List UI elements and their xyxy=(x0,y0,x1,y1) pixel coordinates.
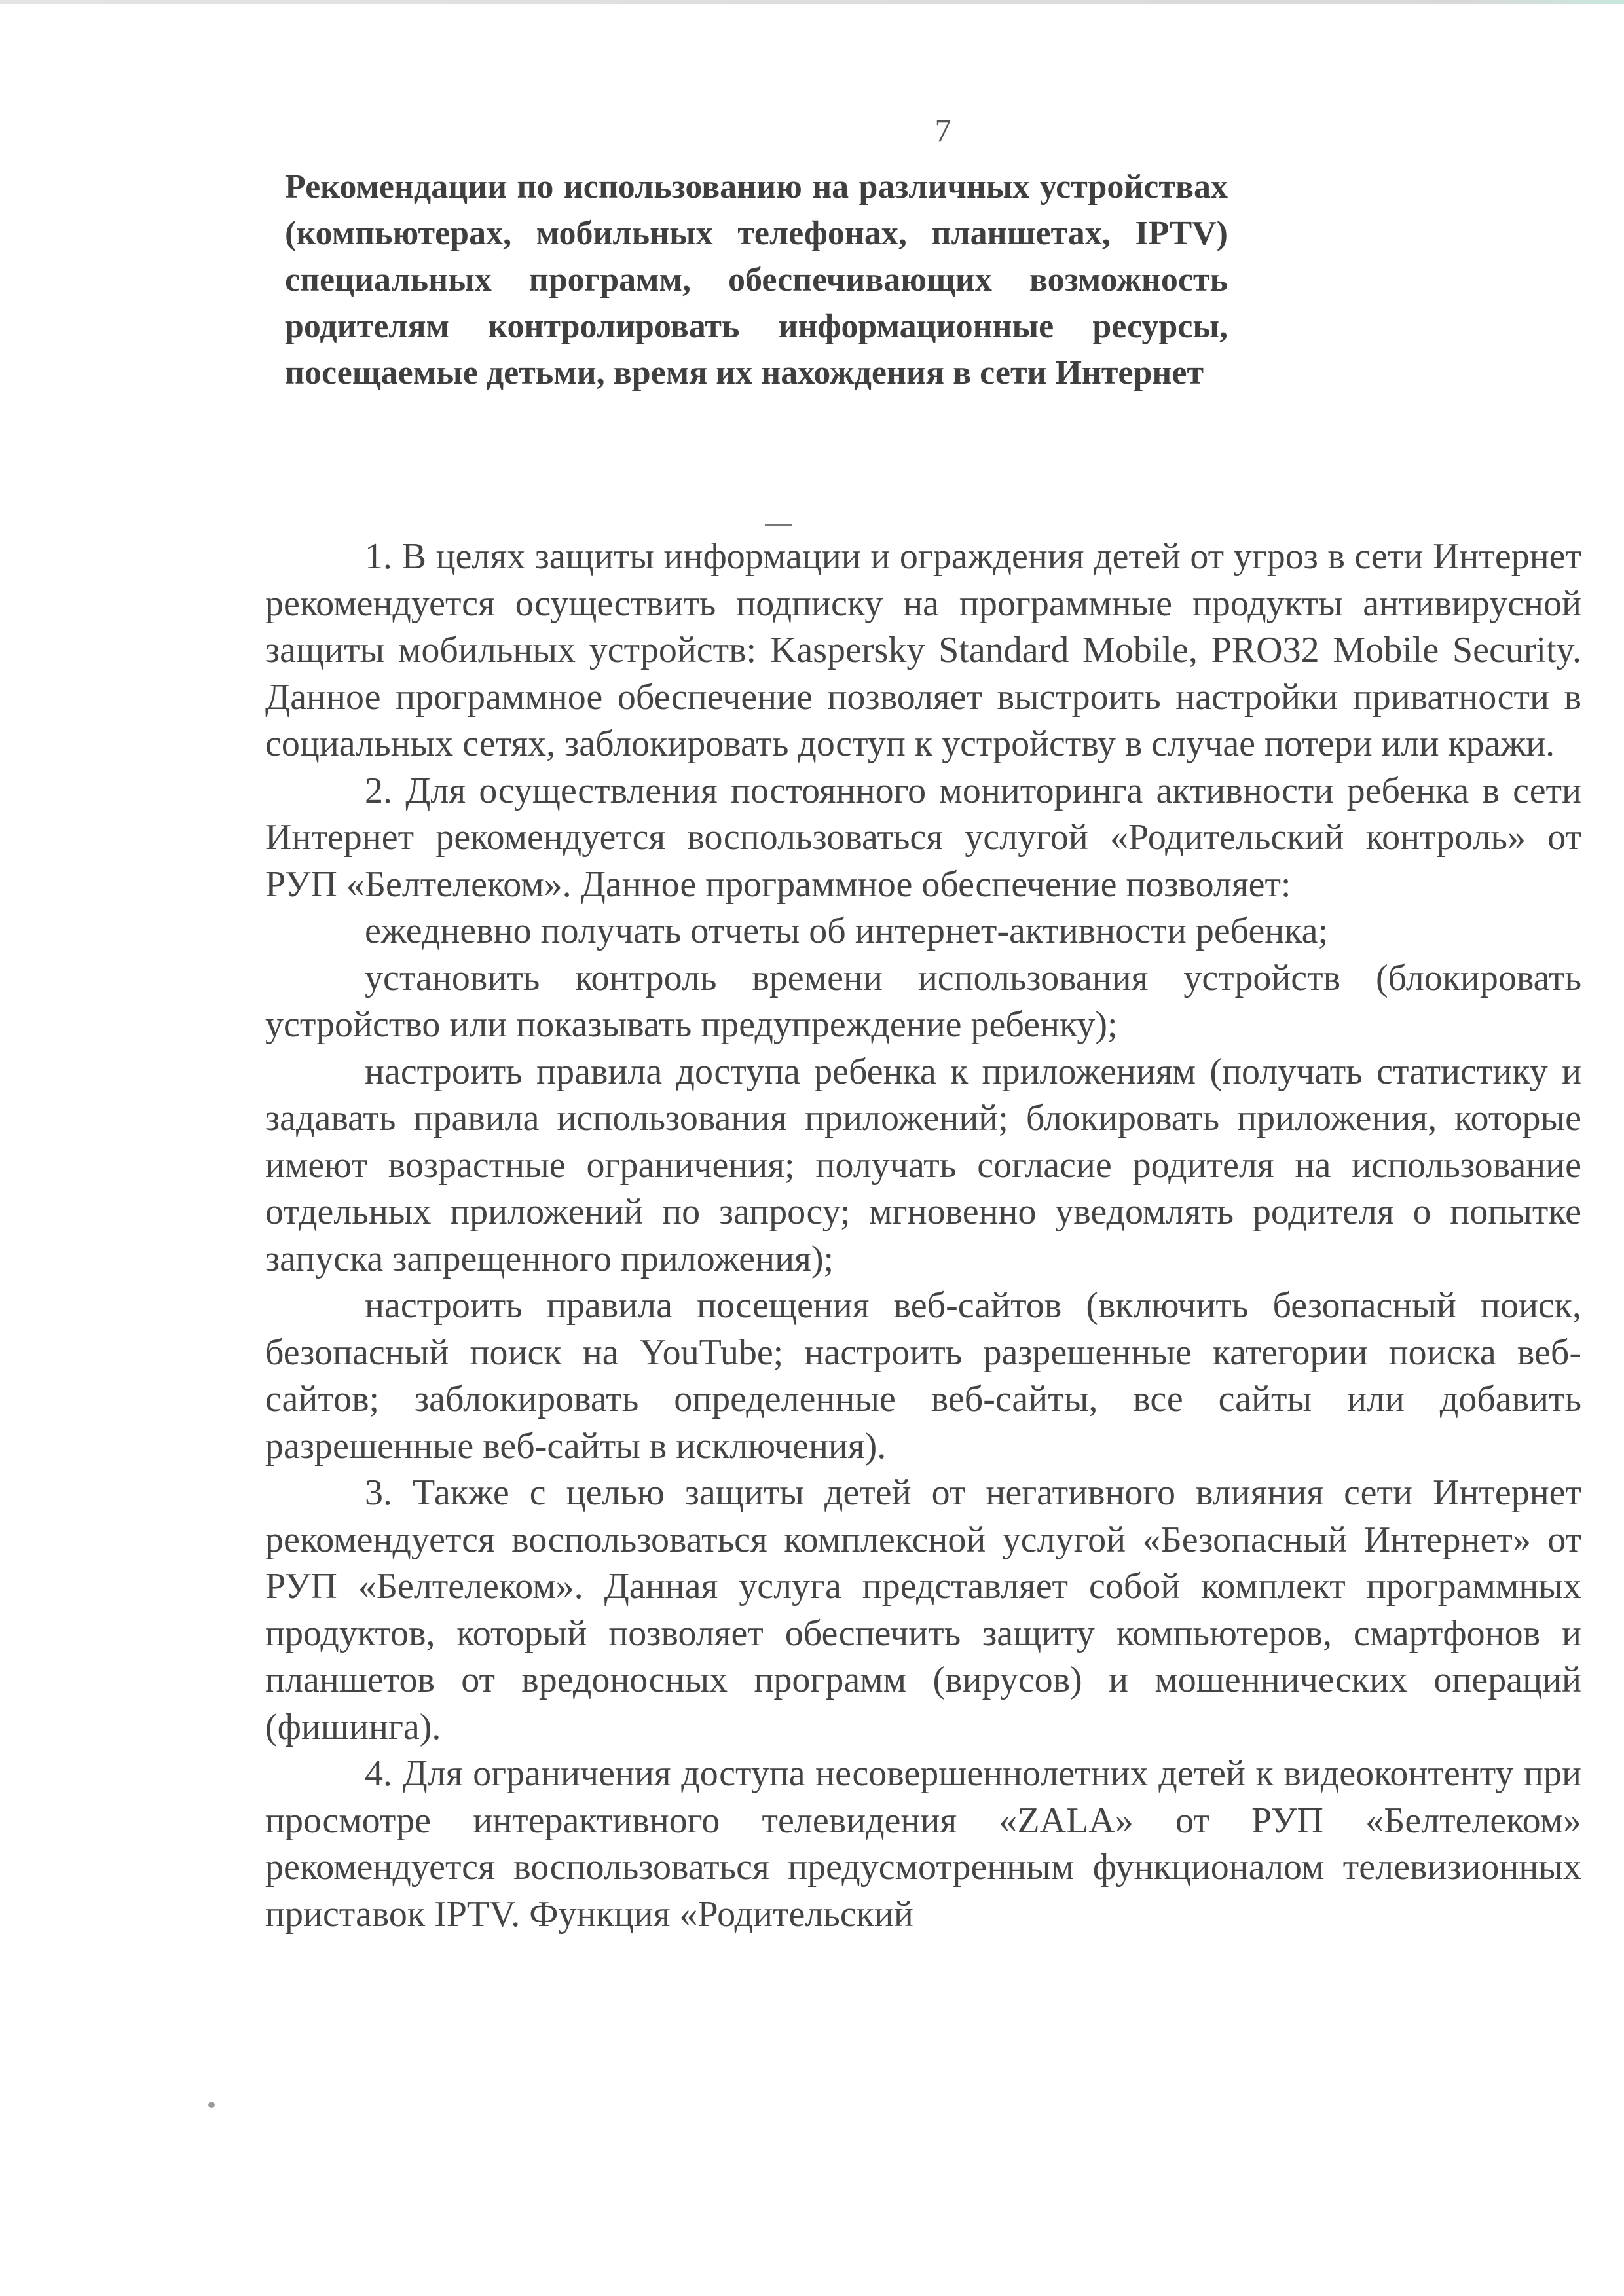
paragraph-2-parental-control: 2. Для осуществления постоянного мониторинга активности ребенка в сети Интернет рекомендуется воспользоваться услугой «Родительский контроль» от РУП «Белтелеком». Данное программное обеспечение позволяет: xyxy=(265,770,1581,905)
paragraph-3-safe-internet: 3. Также с целью защиты детей от негативного влияния сети Интернет рекомендуется воспользоваться комплексной услугой «Безопасный Интернет» от РУП «Белтелеком». Данная услуга представляет собой комплект программных продуктов, который позволяет обеспечить защиту компьютеров, смартфонов и планшетов от вредоносных программ (вирусов) и мошеннических операций (фишинга). xyxy=(265,1472,1581,1747)
page-number: 7 xyxy=(934,112,951,149)
title-separator xyxy=(765,524,792,526)
document-body xyxy=(265,534,1581,1938)
list-item-web-rules: настроить правила посещения веб-сайтов (включить безопасный поиск, безопасный поиск на YouTube; настроить разрешенные категории поиска веб-сайтов; заблокировать определенные веб-сайты, все сайты или добавить разрешенные веб-сайты в исключения). xyxy=(265,1285,1581,1467)
paragraph-1-antivirus: 1. В целях защиты информации и ограждения детей от угроз в сети Интернет рекомендуется осуществить подписку на программные продукты антивирусной защиты мобильных устройств: Kaspersky Standard Mobile, PRO32 Mobile Security. Данное программное обеспечение позволяет выстроить настройки приватности в социальных сетях, заблокировать доступ к устройству в случае потери или кражи. xyxy=(265,536,1581,764)
paragraph-4-iptv: 4. Для ограничения доступа несовершеннолетних детей к видеоконтенту при просмотре интерактивного телевидения «ZALA» от РУП «Белтелеком» рекомендуется воспользоваться предусмотренным функционалом телевизионных приставок IPTV. Функция «Родительский xyxy=(265,1753,1581,1935)
scan-top-edge xyxy=(0,0,1624,4)
document-title: Рекомендации по использованию на различных устройствах (компьютерах, мобильных телефонах, планшетах, IPTV) специальных программ, обеспечивающих возможность родителям контролировать информационные ресурсы, посещаемые детьми, время их нахождения в сети Интернет xyxy=(285,168,1228,392)
list-item-time-control: установить контроль времени использования устройств (блокировать устройство или показывать предупреждение ребенку); xyxy=(265,957,1581,1045)
scan-speck xyxy=(208,2102,215,2108)
list-item-daily-reports: ежедневно получать отчеты об интернет-активности ребенка; xyxy=(365,911,1329,951)
list-item-app-rules: настроить правила доступа ребенка к приложениям (получать статистику и задавать правила использования приложений; блокировать приложения, которые имеют возрастные ограничения; получать согласие родителя на использование отдельных приложений по запросу; мгновенно уведомлять родителя о попытке запуска запрещенного приложения); xyxy=(265,1051,1581,1279)
